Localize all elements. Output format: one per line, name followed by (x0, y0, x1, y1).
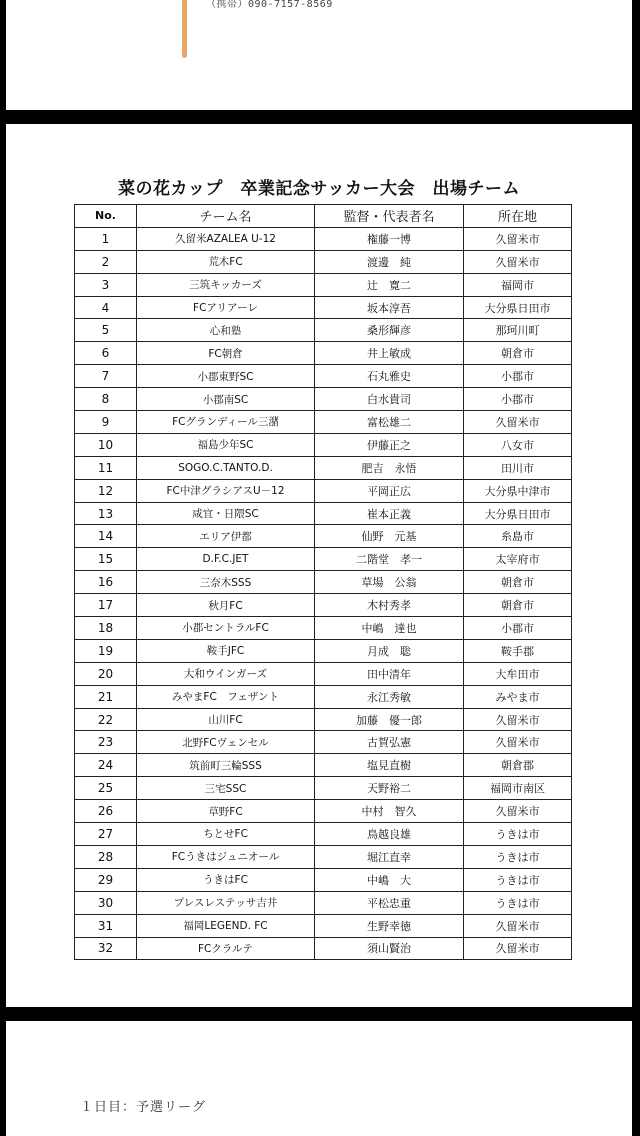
cell-team-name: みやまFC フェザント (137, 685, 315, 708)
cell-representative: 中嶋 大 (315, 868, 464, 891)
cell-no: 28 (75, 845, 137, 868)
cell-location: 福岡市南区 (464, 777, 572, 800)
cell-location: 福岡市 (464, 273, 572, 296)
table-row (75, 662, 572, 685)
cell-no: 29 (75, 868, 137, 891)
cell-representative: 木村秀孝 (315, 594, 464, 617)
cell-no: 6 (75, 342, 137, 365)
cell-representative: 鳥越良雄 (315, 823, 464, 846)
table-row (75, 227, 572, 250)
cell-representative: 崔本正義 (315, 502, 464, 525)
cell-no: 4 (75, 296, 137, 319)
table-row (75, 685, 572, 708)
cell-team-name: 小郡東野SC (137, 365, 315, 388)
cell-location: 太宰府市 (464, 548, 572, 571)
cell-representative: 桑形輝彦 (315, 319, 464, 342)
cell-location: 久留米市 (464, 937, 572, 960)
cell-location: みやま市 (464, 685, 572, 708)
cell-representative: 富松雄二 (315, 411, 464, 434)
cell-no: 17 (75, 594, 137, 617)
cell-location: 那珂川町 (464, 319, 572, 342)
cell-location: 朝倉市 (464, 571, 572, 594)
cell-team-name: 咸宜・日隈SC (137, 502, 315, 525)
cell-location: 久留米市 (464, 708, 572, 731)
table-row (75, 708, 572, 731)
cell-team-name: 福島少年SC (137, 433, 315, 456)
cell-location: 小郡市 (464, 388, 572, 411)
table-row (75, 411, 572, 434)
cell-no: 5 (75, 319, 137, 342)
cell-no: 12 (75, 479, 137, 502)
cell-team-name: うきはFC (137, 868, 315, 891)
cell-no: 7 (75, 365, 137, 388)
table-row (75, 456, 572, 479)
table-row (75, 823, 572, 846)
decorative-vertical-bar (182, 0, 187, 58)
cell-no: 2 (75, 250, 137, 273)
cell-team-name: 鞍手JFC (137, 639, 315, 662)
cell-representative: 中嶋 達也 (315, 617, 464, 640)
cell-no: 32 (75, 937, 137, 960)
table-row (75, 502, 572, 525)
cell-representative: 月成 聡 (315, 639, 464, 662)
cell-location: 朝倉市 (464, 342, 572, 365)
table-row (75, 845, 572, 868)
cell-location: 久留米市 (464, 731, 572, 754)
cell-team-name: SOGO.C.TANTO.D. (137, 456, 315, 479)
cell-representative: 伊藤正之 (315, 433, 464, 456)
cell-team-name: FCアリアーレ (137, 296, 315, 319)
cell-location: 大分県中津市 (464, 479, 572, 502)
table-row (75, 273, 572, 296)
table-row (75, 937, 572, 960)
cell-representative: 生野幸徳 (315, 914, 464, 937)
cell-representative: 草場 公翁 (315, 571, 464, 594)
cell-team-name: 久留米AZALEA U-12 (137, 227, 315, 250)
table-row (75, 617, 572, 640)
cell-no: 23 (75, 731, 137, 754)
cell-location: 久留米市 (464, 914, 572, 937)
cell-location: 大分県日田市 (464, 502, 572, 525)
cell-location: 大牟田市 (464, 662, 572, 685)
table-header-row (75, 205, 572, 228)
cell-representative: 二階堂 孝一 (315, 548, 464, 571)
cell-team-name: FC中津グラシアスU－12 (137, 479, 315, 502)
header-representative: 監督・代表者名 (315, 205, 464, 228)
table-row (75, 525, 572, 548)
cell-location: うきは市 (464, 891, 572, 914)
cell-team-name: 福岡LEGEND. FC (137, 914, 315, 937)
cell-no: 22 (75, 708, 137, 731)
cell-representative: 平松忠重 (315, 891, 464, 914)
cell-location: 久留米市 (464, 800, 572, 823)
cell-team-name: 小郡南SC (137, 388, 315, 411)
cell-representative: 辻 寛二 (315, 273, 464, 296)
cell-team-name: 秋月FC (137, 594, 315, 617)
cell-location: 小郡市 (464, 365, 572, 388)
cell-no: 13 (75, 502, 137, 525)
cell-team-name: FCうきはジュニオール (137, 845, 315, 868)
cell-representative: 坂本淳吾 (315, 296, 464, 319)
table-row (75, 914, 572, 937)
table-row (75, 891, 572, 914)
cell-representative: 塩見直樹 (315, 754, 464, 777)
cell-team-name: FC朝倉 (137, 342, 315, 365)
table-row (75, 250, 572, 273)
cell-no: 10 (75, 433, 137, 456)
table-row (75, 594, 572, 617)
schedule-label: １日目：予選リーグ (80, 1100, 207, 1115)
cell-team-name: 筑前町三輪SSS (137, 754, 315, 777)
teams-table (74, 204, 572, 960)
cell-location: 八女市 (464, 433, 572, 456)
cell-team-name: 小郡セントラルFC (137, 617, 315, 640)
cell-representative: 天野裕二 (315, 777, 464, 800)
table-row (75, 777, 572, 800)
table-row (75, 296, 572, 319)
header-no: No. (75, 205, 137, 228)
cell-team-name: 三筑キッカーズ (137, 273, 315, 296)
cell-no: 3 (75, 273, 137, 296)
cell-team-name: FCグランディール三潴 (137, 411, 315, 434)
cell-location: 久留米市 (464, 411, 572, 434)
cell-no: 16 (75, 571, 137, 594)
cell-no: 21 (75, 685, 137, 708)
cell-team-name: 荒木FC (137, 250, 315, 273)
cell-no: 18 (75, 617, 137, 640)
cell-no: 11 (75, 456, 137, 479)
cell-no: 25 (75, 777, 137, 800)
cell-team-name: 山川FC (137, 708, 315, 731)
cell-location: 田川市 (464, 456, 572, 479)
cell-representative: 田中清年 (315, 662, 464, 685)
document-page-team-list (6, 124, 632, 1007)
cell-representative: 須山賢治 (315, 937, 464, 960)
table-row (75, 433, 572, 456)
table-row (75, 319, 572, 342)
cell-no: 15 (75, 548, 137, 571)
cell-representative: 永江秀敏 (315, 685, 464, 708)
document-page-top (6, 0, 632, 110)
cell-representative: 肥吉 永悟 (315, 456, 464, 479)
cell-representative: 石丸雅史 (315, 365, 464, 388)
cell-location: 大分県日田市 (464, 296, 572, 319)
phone-number-text: （携帯）090-7157-8569 (206, 0, 333, 10)
cell-representative: 平岡正広 (315, 479, 464, 502)
cell-team-name: 心和塾 (137, 319, 315, 342)
cell-representative: 加藤 優一郎 (315, 708, 464, 731)
cell-location: 小郡市 (464, 617, 572, 640)
cell-no: 30 (75, 891, 137, 914)
table-row (75, 800, 572, 823)
cell-location: 朝倉郡 (464, 754, 572, 777)
table-row (75, 868, 572, 891)
cell-team-name: FCクラルテ (137, 937, 315, 960)
cell-team-name: ちとせFC (137, 823, 315, 846)
document-title: 菜の花カップ 卒業記念サッカー大会 出場チーム (118, 179, 520, 199)
cell-no: 14 (75, 525, 137, 548)
table-row (75, 548, 572, 571)
table-row (75, 342, 572, 365)
cell-no: 26 (75, 800, 137, 823)
table-row (75, 365, 572, 388)
cell-no: 20 (75, 662, 137, 685)
table-row (75, 388, 572, 411)
header-location: 所在地 (464, 205, 572, 228)
cell-representative: 白水貴司 (315, 388, 464, 411)
cell-team-name: エリア伊都 (137, 525, 315, 548)
cell-no: 24 (75, 754, 137, 777)
cell-location: 鞍手郡 (464, 639, 572, 662)
table-row (75, 639, 572, 662)
cell-representative: 中村 智久 (315, 800, 464, 823)
cell-team-name: 大和ウインガーズ (137, 662, 315, 685)
cell-representative: 古賀弘憲 (315, 731, 464, 754)
cell-team-name: D.F.C.JET (137, 548, 315, 571)
cell-team-name: 草野FC (137, 800, 315, 823)
cell-location: 糸島市 (464, 525, 572, 548)
cell-team-name: 三宅SSC (137, 777, 315, 800)
cell-team-name: 三奈木SSS (137, 571, 315, 594)
teams-table-body (75, 227, 572, 960)
cell-location: うきは市 (464, 868, 572, 891)
header-team-name: チーム名 (137, 205, 315, 228)
cell-no: 27 (75, 823, 137, 846)
cell-location: うきは市 (464, 823, 572, 846)
table-row (75, 731, 572, 754)
cell-no: 8 (75, 388, 137, 411)
cell-representative: 渡邊 純 (315, 250, 464, 273)
cell-team-name: プレスレステッサ吉井 (137, 891, 315, 914)
cell-no: 31 (75, 914, 137, 937)
document-page-schedule (6, 1021, 632, 1136)
cell-location: 朝倉市 (464, 594, 572, 617)
cell-representative: 仙野 元基 (315, 525, 464, 548)
cell-location: うきは市 (464, 845, 572, 868)
table-row (75, 479, 572, 502)
cell-location: 久留米市 (464, 250, 572, 273)
cell-team-name: 北野FCヴェンセル (137, 731, 315, 754)
cell-no: 19 (75, 639, 137, 662)
cell-representative: 井上敏成 (315, 342, 464, 365)
table-row (75, 754, 572, 777)
cell-no: 1 (75, 227, 137, 250)
cell-representative: 権藤一博 (315, 227, 464, 250)
cell-representative: 堀江直幸 (315, 845, 464, 868)
cell-no: 9 (75, 411, 137, 434)
table-row (75, 571, 572, 594)
cell-location: 久留米市 (464, 227, 572, 250)
